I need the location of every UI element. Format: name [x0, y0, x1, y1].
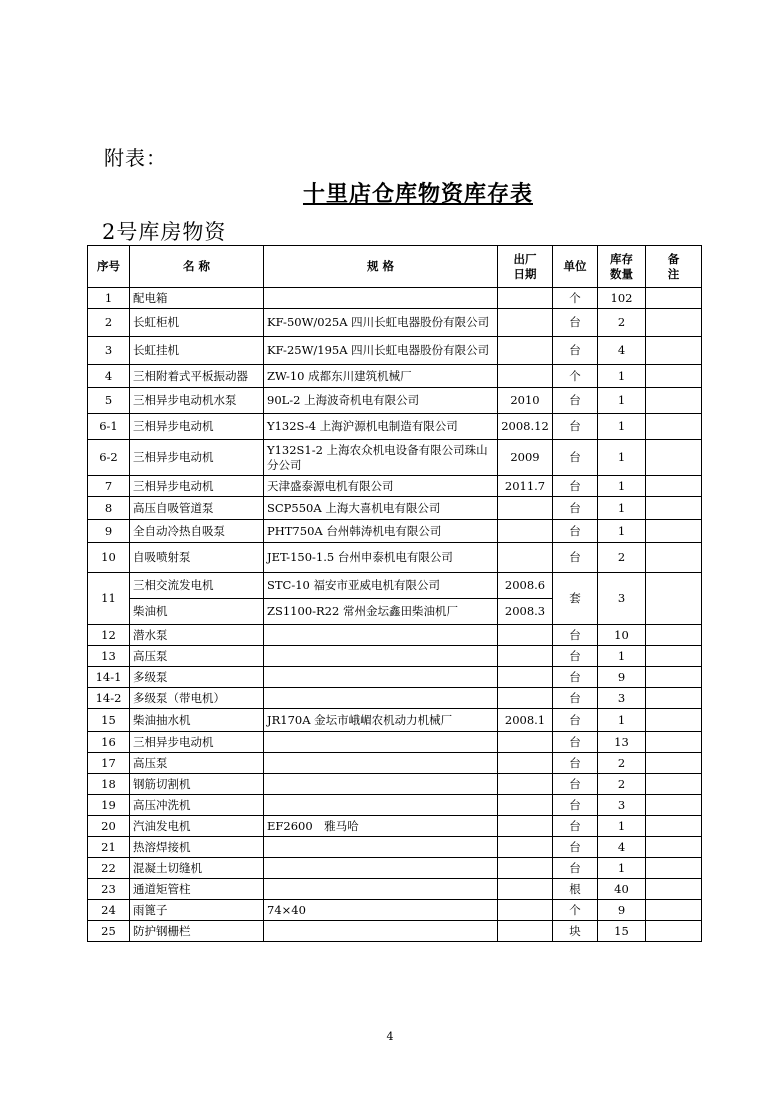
table-row — [88, 688, 702, 709]
row-date-cell: 2010 — [498, 388, 553, 414]
row-note-cell — [646, 309, 702, 337]
row-note-cell — [646, 816, 702, 837]
row-date-cell — [498, 900, 553, 921]
row-spec-cell — [264, 667, 498, 688]
row-note-cell — [646, 337, 702, 365]
row-unit-cell: 块 — [553, 921, 598, 942]
row-date-cell: 2008.6 — [498, 573, 553, 599]
row-name-cell: 多级泵 — [130, 667, 264, 688]
row-note-cell — [646, 646, 702, 667]
row-unit-cell: 台 — [553, 774, 598, 795]
row-spec-cell — [264, 688, 498, 709]
row-unit-cell: 台 — [553, 440, 598, 476]
row-date-cell — [498, 753, 553, 774]
row-name-cell: 长虹柜机 — [130, 309, 264, 337]
row-note-cell — [646, 753, 702, 774]
table-row — [88, 520, 702, 543]
row-date-cell — [498, 365, 553, 388]
row-name-cell: 长虹挂机 — [130, 337, 264, 365]
row-name-cell: 通道矩管柱 — [130, 879, 264, 900]
header-note-line1: 备 — [667, 251, 680, 266]
row-qty-cell: 15 — [598, 921, 646, 942]
row-no-cell: 6-1 — [88, 414, 130, 440]
row-date-cell — [498, 497, 553, 520]
row-date-cell — [498, 774, 553, 795]
table-row — [88, 288, 702, 309]
table-row — [88, 365, 702, 388]
row-name-cell: 多级泵（带电机） — [130, 688, 264, 709]
row-qty-cell: 102 — [598, 288, 646, 309]
row-name-cell: 汽油发电机 — [130, 816, 264, 837]
row-name-cell: 柴油抽水机 — [130, 709, 264, 732]
row-spec-cell: EF2600 雅马哈 — [264, 816, 498, 837]
row-date-cell — [498, 520, 553, 543]
row-date-cell — [498, 309, 553, 337]
row-qty-cell: 9 — [598, 900, 646, 921]
row-no-cell: 17 — [88, 753, 130, 774]
row-qty-cell: 9 — [598, 667, 646, 688]
row-note-cell — [646, 476, 702, 497]
row-date-cell: 2008.3 — [498, 599, 553, 625]
row-note-cell — [646, 688, 702, 709]
row-name-cell: 三相异步电动机 — [130, 476, 264, 497]
row-date-cell — [498, 625, 553, 646]
row-qty-cell: 10 — [598, 625, 646, 646]
row-unit-cell: 台 — [553, 688, 598, 709]
table-row — [88, 774, 702, 795]
row-spec-cell: PHT750A 台州韩涛机电有限公司 — [264, 520, 498, 543]
table-row — [88, 753, 702, 774]
section-title: 2号库房物资 — [102, 220, 227, 244]
row-note-cell — [646, 900, 702, 921]
row-note-cell — [646, 879, 702, 900]
inventory-table — [87, 245, 702, 942]
row-unit-cell: 台 — [553, 543, 598, 573]
row-note-cell — [646, 858, 702, 879]
table-row — [88, 388, 702, 414]
table-row — [88, 879, 702, 900]
header-spec: 规 格 — [264, 246, 498, 288]
row-name-cell: 三相异步电动机 — [130, 440, 264, 476]
table-row — [88, 858, 702, 879]
row-note-cell — [646, 625, 702, 646]
table-row — [88, 337, 702, 365]
row-qty-cell: 3 — [598, 573, 646, 625]
row-note-cell — [646, 440, 702, 476]
table-row — [88, 309, 702, 337]
row-name-cell: 配电箱 — [130, 288, 264, 309]
row-note-cell — [646, 520, 702, 543]
row-spec-cell: 74×40 — [264, 900, 498, 921]
row-date-cell — [498, 543, 553, 573]
row-name-cell: 三相附着式平板振动器 — [130, 365, 264, 388]
row-qty-cell: 1 — [598, 440, 646, 476]
row-date-cell — [498, 337, 553, 365]
table-row — [88, 414, 702, 440]
document-title: 十里店仓库物资库存表 — [302, 181, 533, 207]
table-row — [88, 816, 702, 837]
row-unit-cell: 台 — [553, 520, 598, 543]
row-date-cell — [498, 667, 553, 688]
row-name-cell: 混凝土切缝机 — [130, 858, 264, 879]
row-no-cell: 13 — [88, 646, 130, 667]
row-qty-cell: 4 — [598, 837, 646, 858]
row-unit-cell: 根 — [553, 879, 598, 900]
row-no-cell: 21 — [88, 837, 130, 858]
row-note-cell — [646, 795, 702, 816]
table-row — [88, 440, 702, 476]
row-unit-cell: 台 — [553, 837, 598, 858]
table-row — [88, 497, 702, 520]
row-qty-cell: 1 — [598, 646, 646, 667]
row-unit-cell: 台 — [553, 667, 598, 688]
row-spec-cell: ZS1100-R22 常州金坛鑫田柴油机厂 — [264, 599, 498, 625]
row-spec-cell — [264, 795, 498, 816]
row-qty-cell: 1 — [598, 858, 646, 879]
row-unit-cell: 套 — [553, 573, 598, 625]
row-no-cell: 23 — [88, 879, 130, 900]
row-name-cell: 柴油机 — [130, 599, 264, 625]
header-unit: 单位 — [553, 246, 598, 288]
row-qty-cell: 3 — [598, 688, 646, 709]
inventory-body — [88, 288, 702, 942]
row-date-cell — [498, 816, 553, 837]
row-note-cell — [646, 388, 702, 414]
row-qty-cell: 1 — [598, 365, 646, 388]
row-qty-cell: 2 — [598, 774, 646, 795]
row-name-cell: 钢筋切割机 — [130, 774, 264, 795]
row-spec-cell: JET-150-1.5 台州申泰机电有限公司 — [264, 543, 498, 573]
row-name-cell: 三相交流发电机 — [130, 573, 264, 599]
row-date-cell — [498, 837, 553, 858]
row-unit-cell: 台 — [553, 732, 598, 753]
table-row — [88, 795, 702, 816]
row-name-cell: 自吸喷射泵 — [130, 543, 264, 573]
row-date-cell — [498, 858, 553, 879]
table-row — [88, 625, 702, 646]
row-unit-cell: 台 — [553, 388, 598, 414]
row-spec-cell — [264, 646, 498, 667]
row-no-cell: 15 — [88, 709, 130, 732]
row-date-cell — [498, 732, 553, 753]
row-spec-cell — [264, 753, 498, 774]
table-row — [88, 837, 702, 858]
row-note-cell — [646, 497, 702, 520]
row-qty-cell: 2 — [598, 543, 646, 573]
row-spec-cell: ZW-10 成都东川建筑机械厂 — [264, 365, 498, 388]
row-no-cell: 1 — [88, 288, 130, 309]
table-row — [88, 476, 702, 497]
row-name-cell: 热溶焊接机 — [130, 837, 264, 858]
table-row — [88, 900, 702, 921]
table-row — [88, 543, 702, 573]
row-spec-cell: KF-50W/025A 四川长虹电器股份有限公司 — [264, 309, 498, 337]
row-spec-cell: JR170A 金坛市峨嵋农机动力机械厂 — [264, 709, 498, 732]
row-no-cell: 16 — [88, 732, 130, 753]
row-qty-cell: 1 — [598, 520, 646, 543]
row-date-cell — [498, 795, 553, 816]
row-spec-cell: KF-25W/195A 四川长虹电器股份有限公司 — [264, 337, 498, 365]
row-spec-cell — [264, 858, 498, 879]
row-unit-cell: 台 — [553, 309, 598, 337]
row-no-cell: 22 — [88, 858, 130, 879]
page-number: 4 — [386, 1030, 394, 1043]
row-unit-cell: 台 — [553, 753, 598, 774]
row-no-cell: 6-2 — [88, 440, 130, 476]
row-unit-cell: 台 — [553, 858, 598, 879]
row-no-cell: 14-1 — [88, 667, 130, 688]
row-spec-cell: Y132S1-2 上海农众机电设备有限公司珠山分公司 — [264, 440, 498, 476]
row-unit-cell: 台 — [553, 709, 598, 732]
row-spec-cell: Y132S-4 上海沪源机电制造有限公司 — [264, 414, 498, 440]
row-spec-cell: SCP550A 上海大喜机电有限公司 — [264, 497, 498, 520]
row-no-cell: 9 — [88, 520, 130, 543]
header-name: 名 称 — [130, 246, 264, 288]
row-name-cell: 防护钢栅栏 — [130, 921, 264, 942]
header-date-line1: 出厂 — [513, 251, 537, 266]
row-name-cell: 高压自吸管道泵 — [130, 497, 264, 520]
table-row — [88, 921, 702, 942]
row-spec-cell: 天津盛泰源电机有限公司 — [264, 476, 498, 497]
row-note-cell — [646, 667, 702, 688]
row-no-cell: 11 — [88, 573, 130, 625]
row-no-cell: 2 — [88, 309, 130, 337]
row-unit-cell: 台 — [553, 795, 598, 816]
row-name-cell: 全自动冷热自吸泵 — [130, 520, 264, 543]
row-name-cell: 高压冲洗机 — [130, 795, 264, 816]
row-name-cell: 高压泵 — [130, 646, 264, 667]
row-spec-cell — [264, 879, 498, 900]
row-unit-cell: 台 — [553, 497, 598, 520]
header-note — [646, 246, 702, 288]
row-date-cell — [498, 921, 553, 942]
row-date-cell: 2009 — [498, 440, 553, 476]
row-unit-cell: 台 — [553, 414, 598, 440]
row-no-cell: 19 — [88, 795, 130, 816]
row-qty-cell: 1 — [598, 497, 646, 520]
table-row — [88, 667, 702, 688]
row-name-cell: 高压泵 — [130, 753, 264, 774]
header-no: 序号 — [88, 246, 130, 288]
row-spec-cell — [264, 921, 498, 942]
row-note-cell — [646, 543, 702, 573]
row-name-cell: 雨篦子 — [130, 900, 264, 921]
row-no-cell: 25 — [88, 921, 130, 942]
row-qty-cell: 40 — [598, 879, 646, 900]
row-date-cell — [498, 879, 553, 900]
header-date — [498, 246, 553, 288]
row-note-cell — [646, 837, 702, 858]
row-name-cell: 三相异步电动机 — [130, 732, 264, 753]
row-date-cell: 2008.12 — [498, 414, 553, 440]
row-spec-cell — [264, 732, 498, 753]
row-date-cell: 2011.7 — [498, 476, 553, 497]
row-qty-cell: 1 — [598, 414, 646, 440]
row-qty-cell: 2 — [598, 309, 646, 337]
row-unit-cell: 个 — [553, 900, 598, 921]
row-no-cell: 18 — [88, 774, 130, 795]
row-spec-cell — [264, 774, 498, 795]
header-note-line2: 注 — [667, 266, 680, 281]
row-name-cell: 潜水泵 — [130, 625, 264, 646]
table-row — [88, 732, 702, 753]
row-name-cell: 三相异步电动机水泵 — [130, 388, 264, 414]
row-no-cell: 3 — [88, 337, 130, 365]
row-note-cell — [646, 732, 702, 753]
row-qty-cell: 2 — [598, 753, 646, 774]
row-unit-cell: 台 — [553, 337, 598, 365]
table-row — [88, 709, 702, 732]
row-note-cell — [646, 365, 702, 388]
row-note-cell — [646, 573, 702, 625]
row-unit-cell: 个 — [553, 365, 598, 388]
row-no-cell: 10 — [88, 543, 130, 573]
row-name-cell: 三相异步电动机 — [130, 414, 264, 440]
header-qty-line2: 数量 — [610, 266, 633, 281]
table-row — [88, 573, 702, 599]
row-date-cell: 2008.1 — [498, 709, 553, 732]
header-qty-line1: 库存 — [610, 251, 633, 266]
header-qty — [598, 246, 646, 288]
table-row — [88, 646, 702, 667]
row-spec-cell — [264, 625, 498, 646]
row-note-cell — [646, 288, 702, 309]
row-note-cell — [646, 709, 702, 732]
row-no-cell: 20 — [88, 816, 130, 837]
row-qty-cell: 3 — [598, 795, 646, 816]
row-qty-cell: 1 — [598, 709, 646, 732]
row-qty-cell: 1 — [598, 816, 646, 837]
row-no-cell: 24 — [88, 900, 130, 921]
row-spec-cell — [264, 837, 498, 858]
row-no-cell: 7 — [88, 476, 130, 497]
row-unit-cell: 台 — [553, 625, 598, 646]
row-note-cell — [646, 774, 702, 795]
row-unit-cell: 个 — [553, 288, 598, 309]
row-qty-cell: 4 — [598, 337, 646, 365]
row-date-cell — [498, 646, 553, 667]
row-qty-cell: 1 — [598, 476, 646, 497]
row-unit-cell: 台 — [553, 646, 598, 667]
row-no-cell: 5 — [88, 388, 130, 414]
row-no-cell: 4 — [88, 365, 130, 388]
row-spec-cell: 90L-2 上海波奇机电有限公司 — [264, 388, 498, 414]
row-spec-cell: STC-10 福安市亚威电机有限公司 — [264, 573, 498, 599]
row-unit-cell: 台 — [553, 476, 598, 497]
header-date-line2: 日期 — [513, 266, 537, 281]
row-date-cell — [498, 688, 553, 709]
row-no-cell: 14-2 — [88, 688, 130, 709]
row-note-cell — [646, 921, 702, 942]
row-no-cell: 8 — [88, 497, 130, 520]
header-row — [88, 246, 702, 288]
row-spec-cell — [264, 288, 498, 309]
row-date-cell — [498, 288, 553, 309]
row-qty-cell: 1 — [598, 388, 646, 414]
row-unit-cell: 台 — [553, 816, 598, 837]
appendix-label: 附表： — [104, 146, 167, 170]
row-no-cell: 12 — [88, 625, 130, 646]
row-note-cell — [646, 414, 702, 440]
row-qty-cell: 13 — [598, 732, 646, 753]
